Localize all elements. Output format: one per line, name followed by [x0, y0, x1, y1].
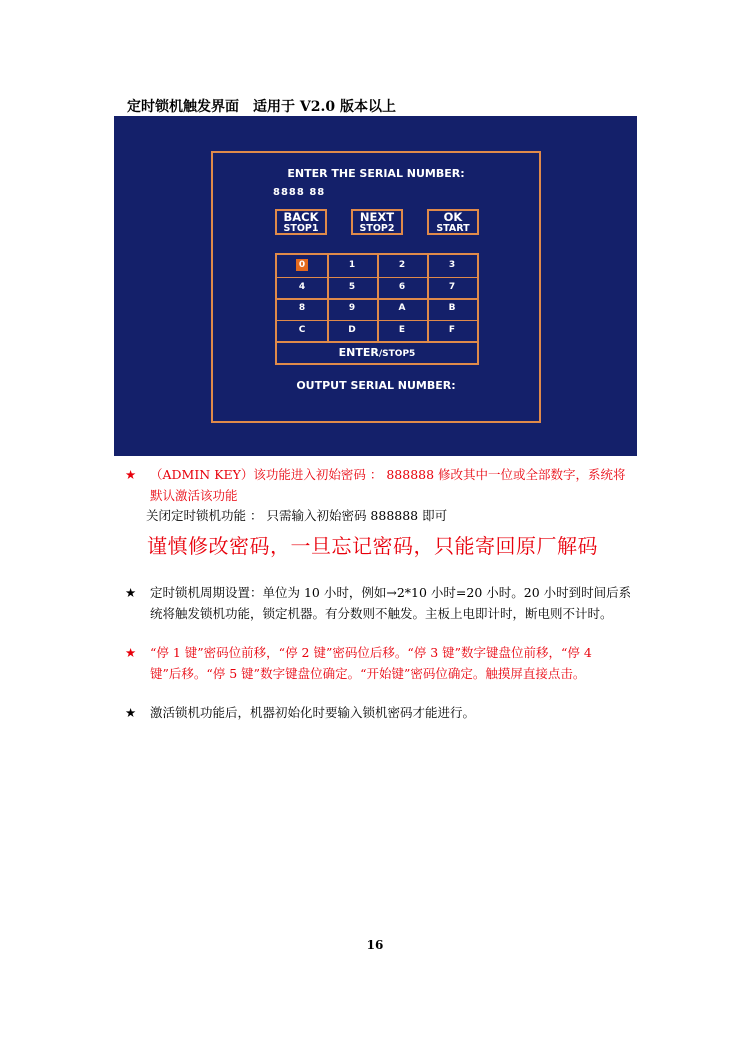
key-7[interactable]: 7 — [448, 281, 456, 292]
keys-note — [127, 642, 592, 684]
back-button-sublabel: STOP1 — [283, 223, 319, 234]
key-5[interactable]: 5 — [348, 281, 356, 292]
key-6[interactable]: 6 — [398, 281, 406, 292]
page-number: 16 — [366, 938, 384, 952]
back-button[interactable] — [275, 209, 327, 235]
screen-frame — [211, 151, 541, 423]
page-heading: 定时锁机触发界面 适用于 V2.0 版本以上 — [127, 99, 396, 115]
key-f[interactable]: F — [448, 324, 456, 335]
key-e[interactable]: E — [398, 324, 406, 335]
activate-line: 激活锁机功能后，机器初始化时要输入锁机密码才能进行。 — [150, 705, 476, 720]
key-8[interactable]: 8 — [298, 303, 306, 313]
period-note — [127, 582, 631, 624]
period-line-1: 定时锁机周期设置：单位为 10 小时，例如→2*10 小时=20 小时。20 小时到时间后系 — [150, 585, 632, 600]
key-b[interactable]: B — [448, 303, 456, 313]
keys-line-1: “停 1 键”密码位前移，“停 2 键”密码位后移。“停 3 键”数字键盘位前移，“停 4 — [150, 645, 592, 660]
lock-screen-image — [114, 116, 637, 456]
serial-value: 8888 88 — [273, 187, 326, 198]
key-3[interactable]: 3 — [448, 260, 456, 270]
keys-line-2: 键”后移。“停 5 键”数字键盘位确定。“开始键”密码位确定。触摸屏直接点击。 — [150, 666, 586, 681]
key-1[interactable]: 1 — [348, 260, 356, 270]
key-a[interactable]: A — [398, 303, 406, 313]
next-button-label: NEXT — [359, 210, 395, 224]
output-serial-label: OUTPUT SERIAL NUMBER: — [296, 379, 456, 392]
key-9[interactable]: 9 — [348, 303, 356, 313]
activate-note — [127, 702, 475, 723]
key-c[interactable]: C — [298, 324, 306, 335]
star-icon: ★ — [125, 705, 137, 720]
star-icon: ★ — [125, 585, 137, 600]
key-0-selected: 0 — [296, 259, 308, 271]
close-function-line: 关闭定时锁机功能 ： 只需输入初始密码 888888 即可 — [146, 508, 448, 523]
keypad — [275, 253, 479, 365]
star-icon: ★ — [125, 645, 137, 660]
next-button-sublabel: STOP2 — [359, 223, 395, 234]
enter-label: ENTER — [338, 346, 379, 359]
admin-key-line-2: 默认激活该功能 — [150, 488, 238, 503]
key-4[interactable]: 4 — [298, 281, 306, 292]
back-button-label: BACK — [283, 210, 319, 224]
key-0[interactable] — [277, 255, 327, 277]
star-icon: ★ — [125, 467, 137, 482]
warning-text: 谨慎修改密码，一旦忘记密码，只能寄回原厂解码 — [147, 534, 598, 558]
ok-button[interactable] — [427, 209, 479, 235]
admin-key-line-1: （ADMIN KEY）该功能进入初始密码 ： 888888 修改其中一位或全部数字，系统将 — [150, 467, 626, 482]
next-button[interactable] — [351, 209, 403, 235]
enter-serial-title: ENTER THE SERIAL NUMBER: — [287, 167, 465, 180]
admin-key-note — [127, 464, 626, 506]
key-2[interactable]: 2 — [398, 260, 406, 270]
ok-button-sublabel: START — [436, 223, 470, 234]
period-line-2: 统将触发锁机功能，锁定机器。有分数则不触发。主板上电即计时，断电则不计时。 — [150, 606, 613, 621]
ok-button-label: OK — [443, 210, 463, 224]
enter-sublabel: /STOP5 — [378, 349, 416, 359]
enter-button[interactable] — [277, 342, 477, 363]
key-d[interactable]: D — [348, 324, 356, 335]
